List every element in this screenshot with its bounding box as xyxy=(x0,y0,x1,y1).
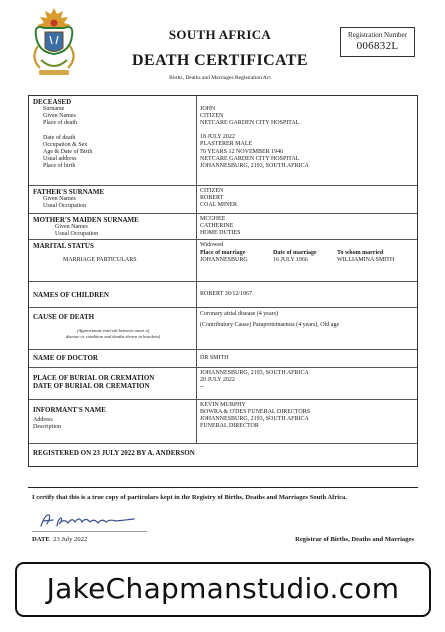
burial-place-value: JOHANNESBURG, 2193, SOUTH AFRICA xyxy=(200,370,309,376)
mother-section xyxy=(29,214,417,240)
surname-label: Surname xyxy=(43,106,65,113)
surname-value: JOHN xyxy=(200,106,216,112)
informant-description-label: Description xyxy=(33,424,61,431)
informant-address-line-2: JOHANNESBURG, 2193, SOUTH AFRICA xyxy=(200,416,309,423)
marriage-date-header: Date of marriage xyxy=(273,250,317,256)
burial-section xyxy=(29,368,417,400)
burial-extra-value: -- xyxy=(200,384,204,391)
column-divider xyxy=(196,186,197,213)
marriage-particulars-label: MARRIAGE PARTICULARS xyxy=(63,257,137,264)
column-divider xyxy=(196,214,197,239)
doctor-heading: NAME OF DOCTOR xyxy=(33,354,98,362)
mother-occupation-label: Usual Occupation xyxy=(55,231,99,238)
column-divider xyxy=(196,400,197,443)
informant-address-line-1: BOWRA & O'DES FUNERAL DIRECTORS xyxy=(200,409,311,416)
place-of-birth-value: JOHANNESBURG, 2193, SOUTH AFRICA xyxy=(200,162,309,169)
occupation-sex-label: Occupation & Sex xyxy=(43,141,88,148)
occupation-sex-value: PLASTERER MALE xyxy=(200,141,253,148)
burial-place-heading: PLACE OF BURIAL OR CREMATION xyxy=(33,374,155,382)
column-divider xyxy=(196,308,197,349)
column-divider xyxy=(196,350,197,367)
certification-date xyxy=(32,536,87,543)
marriage-place-value: JOHANNESBURG xyxy=(200,257,248,264)
marriage-place-header: Place of marriage xyxy=(200,250,246,256)
marriage-place-column xyxy=(200,250,248,264)
burial-date-value: 20 JULY 2022 xyxy=(200,377,235,384)
usual-address-label: Usual address xyxy=(43,155,77,162)
informant-address-label: Address xyxy=(33,417,53,424)
given-names-value: CITIZEN xyxy=(200,113,224,120)
informant-heading: INFORMANT'S NAME xyxy=(33,406,106,414)
place-of-death-label: Place of death xyxy=(43,120,77,127)
children-section xyxy=(29,282,417,308)
date-of-death-value: 18 JULY 2022 xyxy=(200,134,235,141)
cause-line-1: Coronary atrial disease (4 years) xyxy=(200,311,278,317)
registered-section xyxy=(29,444,417,466)
coat-of-arms-icon xyxy=(26,4,82,82)
cause-heading: CAUSE OF DEATH xyxy=(33,313,95,321)
children-value: ROBERT 30/12/1967 xyxy=(200,291,253,297)
date-label: DATE xyxy=(32,536,50,543)
informant-section xyxy=(29,400,417,444)
column-divider xyxy=(196,368,197,399)
cause-line-2: (Contributory Cause) Paraproteinaemia (4 years), Old age xyxy=(200,322,340,329)
act-subtitle: Births, Deaths and Marriages Registration Act xyxy=(169,75,271,81)
registered-statement: REGISTERED ON 23 JULY 2022 BY A. ANDERSON xyxy=(33,449,195,457)
father-given-names-value: ROBERT xyxy=(200,195,224,202)
certification-text: I certify that this is a true copy of particulars kept in the Registry of Births, Deaths and Marriages South Africa. xyxy=(32,494,348,501)
registration-number-box xyxy=(340,27,415,57)
country-name: SOUTH AFRICA xyxy=(168,27,272,42)
married-to-value: WILLIAMINA SMITH xyxy=(337,257,395,264)
burial-date-heading: DATE OF BURIAL OR CREMATION xyxy=(33,382,150,391)
married-to-column xyxy=(337,250,394,264)
registrar-signature xyxy=(38,511,138,529)
informant-description-value: FUNERAL DIRECTOR xyxy=(200,423,259,430)
certificate-header xyxy=(0,0,445,90)
given-names-label: Given Names xyxy=(43,113,76,120)
marriage-date-value: 16 JULY 1966 xyxy=(273,257,308,264)
children-heading: NAMES OF CHILDREN xyxy=(33,291,109,299)
age-dob-label: Age & Date of Birth xyxy=(43,148,93,155)
cause-note-line-2: disease or condition and deaths shown in brackets) xyxy=(65,333,161,339)
marital-section xyxy=(29,240,417,282)
column-divider xyxy=(196,96,197,185)
mother-given-names-value: CATHERINE xyxy=(200,223,234,230)
doctor-section xyxy=(29,350,417,368)
certification-block xyxy=(28,487,418,551)
registration-number-label: Registration Number xyxy=(348,31,407,39)
usual-address-value: NETCARE GARDEN CITY HOSPITAL xyxy=(200,155,300,162)
deceased-heading: DECEASED xyxy=(33,98,72,106)
document-title: DEATH CERTIFICATE xyxy=(132,52,308,69)
place-of-death-value: NETCARE GARDEN CITY HOSPITAL xyxy=(200,120,300,127)
registrar-title: Registrar of Births, Deaths and Marriages xyxy=(295,536,414,543)
mother-surname-value: MCGHEE xyxy=(200,216,226,222)
marital-heading: MARITAL STATUS xyxy=(33,242,94,250)
father-heading: FATHER'S SURNAME xyxy=(33,188,105,196)
place-of-birth-label: Place of birth xyxy=(43,163,76,170)
doctor-value: DR SMITH xyxy=(200,355,229,361)
signature-line xyxy=(32,531,147,532)
cause-note-line-1: (Approximate interval between onset of xyxy=(76,328,150,334)
watermark-banner: JakeChapmanstudio.com xyxy=(15,562,431,617)
deceased-section xyxy=(29,96,417,186)
mother-given-names-label: Given Names xyxy=(55,224,88,231)
informant-name-value: KEVIN MURPHY xyxy=(200,402,246,408)
father-occupation-label: Usual Occupation xyxy=(43,203,87,210)
date-value: 23 July 2022 xyxy=(53,536,88,543)
mother-heading: MOTHER'S MAIDEN SURNAME xyxy=(33,216,139,224)
registration-number-value: 006832L xyxy=(356,40,399,52)
mother-occupation-value: HOME DUTIES xyxy=(200,230,241,237)
father-occupation-value: COAL MINER xyxy=(200,202,237,209)
date-of-death-label: Date of death xyxy=(43,134,76,141)
marriage-date-column xyxy=(273,250,317,264)
father-given-names-label: Given Names xyxy=(43,196,76,203)
column-divider xyxy=(196,282,197,307)
father-section xyxy=(29,186,417,214)
father-surname-value: CITIZEN xyxy=(200,188,224,194)
age-dob-value: 76 YEARS 12 NOVEMBER 1946 xyxy=(200,148,284,155)
cause-section xyxy=(29,308,417,350)
marital-status-value: Widowed xyxy=(200,242,224,248)
married-to-header: To whom married xyxy=(337,250,384,256)
column-divider xyxy=(196,240,197,281)
certificate-table xyxy=(28,95,418,467)
